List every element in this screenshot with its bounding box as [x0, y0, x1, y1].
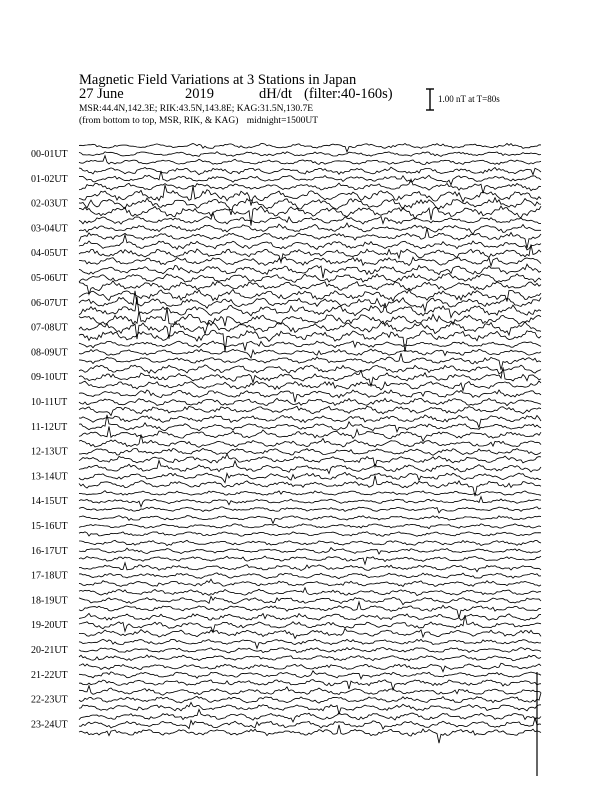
hour-label: 05-06UT	[31, 273, 68, 284]
hour-row	[31, 144, 541, 165]
hour-label: 15-16UT	[31, 521, 68, 532]
trace-rik	[79, 596, 541, 604]
hour-row	[31, 308, 541, 352]
trace-rik	[79, 693, 541, 703]
trace-kag	[79, 435, 541, 448]
hour-label: 17-18UT	[31, 570, 68, 582]
trace-msr	[79, 156, 541, 165]
hour-label: 22-23UT	[31, 694, 68, 706]
hour-label: 10-11UT	[31, 397, 68, 408]
hour-row	[31, 639, 541, 661]
trace-kag	[79, 341, 541, 350]
trace-msr	[79, 281, 541, 294]
trace-kag	[79, 491, 541, 496]
hour-row	[31, 415, 541, 442]
trace-rik	[79, 615, 541, 632]
trace-kag	[79, 613, 541, 620]
quantity-label: dH/dt	[259, 86, 293, 102]
hour-label: 21-22UT	[31, 669, 68, 681]
hour-label: 19-20UT	[31, 620, 68, 632]
filter-label: (filter:40-160s)	[304, 86, 393, 102]
date-year: 2019	[185, 86, 214, 102]
trace-msr	[79, 381, 541, 391]
trace-rik	[79, 671, 541, 679]
trace-msr	[79, 680, 541, 690]
hour-label: 12-13UT	[31, 446, 68, 458]
hour-row	[31, 516, 541, 537]
hour-label: 09-10UT	[31, 372, 68, 384]
hour-label: 14-15UT	[31, 496, 68, 508]
hour-row	[31, 341, 541, 370]
hour-label: 11-12UT	[31, 421, 68, 433]
hour-row	[31, 563, 541, 587]
trace-kag	[79, 167, 541, 175]
hour-row	[31, 461, 541, 497]
trace-kag	[79, 540, 541, 545]
hour-row	[31, 390, 541, 416]
trace-kag	[79, 144, 541, 152]
trace-msr	[79, 454, 541, 467]
trace-kag	[79, 516, 541, 524]
hour-row	[31, 588, 541, 618]
trace-msr	[79, 725, 541, 743]
trace-msr	[79, 629, 541, 639]
trace-rik	[79, 647, 541, 653]
trace-kag	[79, 710, 541, 722]
hour-row	[31, 491, 541, 513]
trace-rik	[79, 223, 541, 234]
trace-rik	[79, 573, 541, 579]
trace-rik	[79, 548, 541, 554]
trace-rik	[79, 321, 541, 339]
hour-row	[31, 167, 541, 193]
hour-row	[31, 235, 541, 266]
trace-rik	[79, 398, 541, 405]
trace-kag	[79, 663, 541, 672]
hour-row	[31, 613, 541, 638]
trace-rik	[79, 472, 541, 482]
hour-row	[31, 540, 541, 564]
midnight-note: midnight=1500UT	[246, 116, 319, 126]
trace-kag	[79, 308, 541, 326]
hour-label: 20-21UT	[31, 645, 68, 656]
hour-row	[31, 686, 541, 714]
stations-line: MSR:44.4N,142.3E; RIK:43.5N,143.8E; KAG:31.5N,130.7E	[79, 104, 314, 114]
hour-label: 13-14UT	[31, 471, 68, 483]
hour-row	[31, 710, 541, 744]
trace-rik	[79, 244, 541, 262]
trace-msr	[79, 602, 541, 618]
trace-kag	[79, 686, 541, 695]
trace-kag	[79, 639, 541, 648]
hour-label: 08-09UT	[31, 347, 68, 359]
trace-msr	[79, 532, 541, 537]
trace-rik	[79, 718, 541, 729]
hour-label: 16-17UT	[31, 545, 68, 557]
trace-rik	[79, 198, 541, 215]
trace-rik	[79, 171, 541, 185]
hour-label: 03-04UT	[31, 223, 68, 235]
trace-msr	[79, 579, 541, 586]
trace-kag	[79, 461, 541, 474]
hour-label: 01-02UT	[31, 173, 68, 185]
trace-kag	[79, 588, 541, 596]
trace-rik	[79, 448, 541, 455]
hour-label: 07-08UT	[31, 322, 68, 334]
trace-msr	[79, 507, 541, 513]
hour-row	[31, 290, 541, 318]
trace-msr	[79, 406, 541, 415]
station-order: (from bottom to top, MSR, RIK, & KAG)	[79, 116, 239, 126]
hour-label: 23-24UT	[31, 719, 68, 731]
hour-row	[31, 213, 541, 249]
trace-msr	[79, 257, 541, 266]
hour-label: 02-03UT	[31, 198, 68, 210]
trace-msr	[79, 703, 541, 714]
trace-msr	[79, 655, 541, 661]
trace-rik	[79, 524, 541, 529]
hour-row	[31, 365, 541, 391]
trace-kag	[79, 290, 541, 302]
trace-rik	[79, 349, 541, 358]
hour-row	[31, 663, 541, 690]
hour-row	[31, 264, 541, 294]
hour-row	[31, 435, 541, 467]
hour-label: 00-01UT	[31, 149, 68, 160]
trace-msr	[79, 556, 541, 564]
trace-rik	[79, 274, 541, 283]
trace-kag	[79, 365, 541, 374]
hour-label: 18-19UT	[31, 595, 68, 607]
trace-msr	[79, 228, 541, 248]
scale-label: 1.00 nT at T=80s	[438, 94, 500, 104]
trace-kag	[79, 563, 541, 572]
trace-msr	[79, 297, 541, 318]
trace-rik	[79, 152, 541, 157]
date-day-month: 27 June	[79, 86, 124, 102]
chart-title: Magnetic Field Variations at 3 Stations in Japan	[79, 72, 357, 88]
trace-rik	[79, 497, 541, 507]
hour-label: 04-05UT	[31, 248, 68, 260]
trace-msr	[79, 330, 541, 352]
trace-msr	[79, 353, 541, 370]
hour-label: 06-07UT	[31, 297, 68, 309]
trace-kag	[79, 213, 541, 224]
